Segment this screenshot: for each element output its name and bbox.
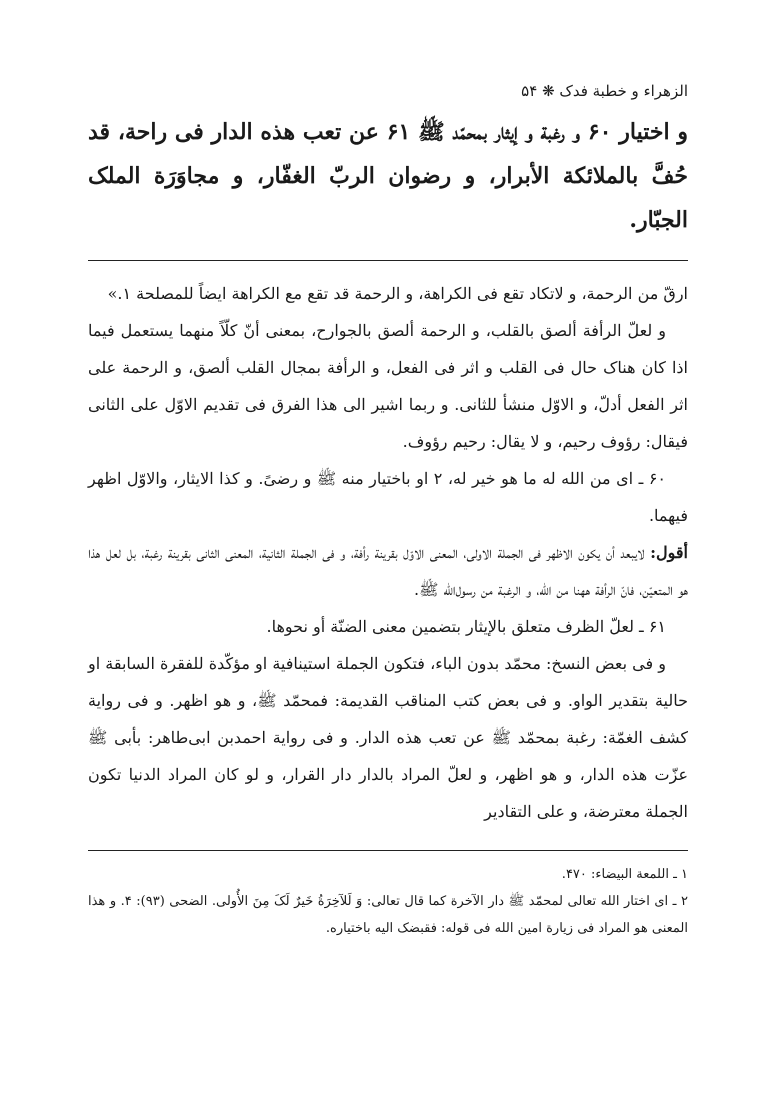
footnotes [88, 861, 688, 942]
paragraph-2: و لعلّ الرأفة ألصق بالقلب، و الرحمة ألصق بالجوارح، بمعنی أنّ کلّاً منهما یستعمل فیما اذا کان هناک حال فی القلب و اثر فی الفعل، و الرأفة بمجال القلب ألصق، و الرحمة علی اثر الفعل أدلّ، و الاوّل منشأ للثانی. و ربما اشیر الی هذا الفرق فی تقدیم الاوّل علی الثانی فیقال: رؤوف رحیم، و لا یقال: رحیم رؤوف. [88, 321, 688, 451]
sermon-verse: و اختیار ۶۰ و رغبة و إیثار بمحمّد ﷺ ۶۱ عن تعب هذه الدار فی راحة، قد حُفَّ بالملائکة الأبرار، و رضوان الربّ الغفّار، و مجاوَرَة الملک الجبّار. [88, 119, 688, 233]
document-page [88, 80, 688, 942]
running-header: الزهراء و خطبة فدک ❋ ۵۴ [521, 82, 688, 100]
footnote-1: ۱ ـ اللمعة البیضاء: ۴۷۰. [561, 867, 688, 882]
commentary-body [88, 275, 688, 830]
footnote-divider [88, 850, 688, 851]
paragraph-4-lead: أقول: [650, 543, 688, 562]
paragraph-1: ارقّ من الرحمة، و لاتکاد تقع فی الکراهة، و الرحمة قد تقع مع الکراهة ایضاً للمصلحة ۱.» [107, 284, 688, 303]
paragraph-4-text: لایبعد أن یکون الاظهر فی الجملة الاولی، المعنی الاوّل بقرینة رأفة، و فی الجملة الثانیة، المعنی الثانی بقرینة رغبة، بل لعل هذا هو المتعیّن، فانّ الرأفة ههنا من الله، و الرغبة من رسول‌الله ﷺ. [88, 543, 688, 599]
paragraph-4 [88, 534, 688, 608]
paragraph-6: و فی بعض النسخ: محمّد بدون الباء، فتکون الجملة استینافیة او مؤکّدة للفقرة السابقة او حالیة بتقدیر الواو. و فی بعض کتب المناقب القدیمة: فمحمّد ﷺ، و هو اظهر. و فی روایة کشف الغمّة: رغبة بمحمّد ﷺ عن تعب هذه الدار. و فی روایة احمدبن ابی‌طاهر: بأبی ﷺ عزّت هذه الدار، و هو اظهر، و لعلّ المراد بالدار دار القرار، و لو کان المراد الدنیا تکون الجملة معترضة، و علی التقادیر [88, 654, 688, 821]
section-divider [88, 260, 688, 261]
paragraph-5: ۶۱ ـ لعلّ الظرف متعلق بالإیثار بتضمین معنی الضنّة أو نحوها. [266, 617, 666, 636]
footnote-2: ۲ ـ ای اختار الله تعالی لمحمّد ﷺ دار الآخرة کما قال تعالی: وَ لَلآخِرَةُ خَیرٌ لَکَ مِنَ الأُولی. الضحی (۹۳): ۴. و هذا المعنی هو المراد فی زیارة امین الله فی قوله: فقبضک الیه باختیاره. [88, 894, 688, 936]
paragraph-3: ۶۰ ـ ای من الله له ما هو خیر له، ۲ او باختیار منه ﷺ و رضیً. و کذا الایثار، والاوّل اظهر فیهما. [88, 469, 688, 525]
